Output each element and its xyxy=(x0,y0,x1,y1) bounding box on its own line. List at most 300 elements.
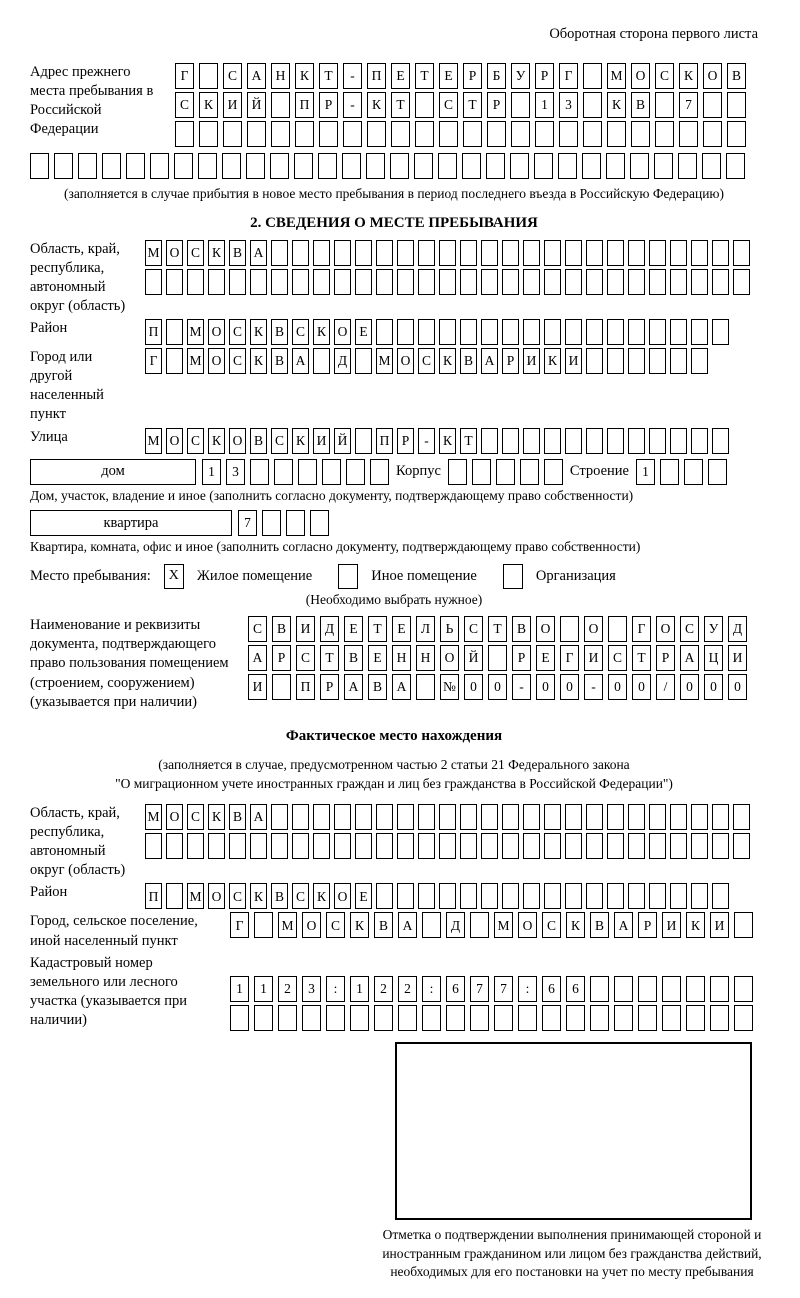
char-cell[interactable] xyxy=(670,269,687,295)
char-cell[interactable] xyxy=(366,153,385,179)
char-cell[interactable] xyxy=(376,240,393,266)
char-cell[interactable]: - xyxy=(512,674,531,700)
char-cell[interactable]: И xyxy=(523,348,540,374)
char-cell[interactable]: 0 xyxy=(464,674,483,700)
char-cell[interactable] xyxy=(520,459,539,485)
char-cell[interactable] xyxy=(416,674,435,700)
char-cell[interactable] xyxy=(313,240,330,266)
char-cell[interactable] xyxy=(318,153,337,179)
char-cell[interactable] xyxy=(733,833,750,859)
char-cell[interactable] xyxy=(544,459,563,485)
char-cell[interactable] xyxy=(670,833,687,859)
char-cell[interactable] xyxy=(494,1005,513,1031)
char-cell[interactable]: 6 xyxy=(566,976,585,1002)
char-cell[interactable]: Т xyxy=(415,63,434,89)
char-cell[interactable] xyxy=(222,153,241,179)
char-cell[interactable] xyxy=(649,833,666,859)
char-cell[interactable] xyxy=(703,121,722,147)
char-cell[interactable]: М xyxy=(187,883,204,909)
char-cell[interactable] xyxy=(294,153,313,179)
char-cell[interactable]: Р xyxy=(535,63,554,89)
char-cell[interactable] xyxy=(460,319,477,345)
char-cell[interactable] xyxy=(733,804,750,830)
char-cell[interactable]: Ь xyxy=(440,616,459,642)
char-cell[interactable] xyxy=(670,883,687,909)
char-cell[interactable] xyxy=(397,319,414,345)
char-cell[interactable] xyxy=(310,510,329,536)
char-cell[interactable]: Е xyxy=(355,883,372,909)
char-cell[interactable] xyxy=(502,804,519,830)
char-cell[interactable] xyxy=(223,121,242,147)
char-cell[interactable]: К xyxy=(439,428,456,454)
char-cell[interactable]: Р xyxy=(487,92,506,118)
char-cell[interactable]: Р xyxy=(512,645,531,671)
char-cell[interactable]: П xyxy=(376,428,393,454)
char-cell[interactable] xyxy=(298,459,317,485)
char-cell[interactable] xyxy=(472,459,491,485)
char-cell[interactable] xyxy=(102,153,121,179)
char-cell[interactable] xyxy=(229,269,246,295)
char-cell[interactable]: О xyxy=(166,428,183,454)
char-cell[interactable] xyxy=(374,1005,393,1031)
char-cell[interactable] xyxy=(662,1005,681,1031)
char-cell[interactable] xyxy=(518,1005,537,1031)
char-cell[interactable] xyxy=(292,269,309,295)
char-cell[interactable] xyxy=(313,348,330,374)
char-cell[interactable] xyxy=(250,833,267,859)
char-cell[interactable]: Т xyxy=(463,92,482,118)
inoye-checkbox[interactable] xyxy=(338,564,358,589)
char-cell[interactable] xyxy=(726,153,745,179)
char-cell[interactable] xyxy=(670,240,687,266)
char-cell[interactable] xyxy=(199,121,218,147)
char-cell[interactable]: К xyxy=(250,348,267,374)
char-cell[interactable]: Д xyxy=(320,616,339,642)
char-cell[interactable] xyxy=(630,153,649,179)
char-cell[interactable]: Б xyxy=(487,63,506,89)
char-cell[interactable] xyxy=(586,883,603,909)
char-cell[interactable]: С xyxy=(248,616,267,642)
char-cell[interactable] xyxy=(439,319,456,345)
char-cell[interactable]: А xyxy=(344,674,363,700)
char-cell[interactable] xyxy=(397,883,414,909)
char-cell[interactable] xyxy=(370,459,389,485)
char-cell[interactable]: Р xyxy=(319,92,338,118)
char-cell[interactable]: К xyxy=(250,319,267,345)
char-cell[interactable] xyxy=(502,883,519,909)
char-cell[interactable] xyxy=(702,153,721,179)
char-cell[interactable] xyxy=(376,319,393,345)
char-cell[interactable] xyxy=(271,121,290,147)
char-cell[interactable] xyxy=(586,804,603,830)
char-cell[interactable]: С xyxy=(271,428,288,454)
char-cell[interactable]: С xyxy=(187,240,204,266)
char-cell[interactable] xyxy=(418,804,435,830)
char-cell[interactable] xyxy=(628,833,645,859)
char-cell[interactable] xyxy=(208,269,225,295)
char-cell[interactable] xyxy=(670,804,687,830)
char-cell[interactable]: С xyxy=(223,63,242,89)
char-cell[interactable]: Т xyxy=(368,616,387,642)
char-cell[interactable] xyxy=(607,319,624,345)
char-cell[interactable]: С xyxy=(542,912,561,938)
char-cell[interactable] xyxy=(271,804,288,830)
char-cell[interactable] xyxy=(334,833,351,859)
char-cell[interactable]: В xyxy=(272,616,291,642)
char-cell[interactable]: К xyxy=(208,240,225,266)
char-cell[interactable] xyxy=(586,240,603,266)
char-cell[interactable]: И xyxy=(662,912,681,938)
char-cell[interactable] xyxy=(654,153,673,179)
char-cell[interactable]: В xyxy=(271,883,288,909)
char-cell[interactable]: В xyxy=(512,616,531,642)
char-cell[interactable]: 1 xyxy=(254,976,273,1002)
char-cell[interactable] xyxy=(460,240,477,266)
char-cell[interactable] xyxy=(166,883,183,909)
char-cell[interactable] xyxy=(586,319,603,345)
char-cell[interactable]: С xyxy=(326,912,345,938)
char-cell[interactable] xyxy=(247,121,266,147)
char-cell[interactable] xyxy=(607,883,624,909)
char-cell[interactable] xyxy=(511,92,530,118)
char-cell[interactable] xyxy=(608,616,627,642)
char-cell[interactable] xyxy=(166,833,183,859)
char-cell[interactable]: А xyxy=(247,63,266,89)
char-cell[interactable]: О xyxy=(334,883,351,909)
char-cell[interactable]: Й xyxy=(247,92,266,118)
char-cell[interactable] xyxy=(638,976,657,1002)
char-cell[interactable] xyxy=(397,240,414,266)
char-cell[interactable]: К xyxy=(199,92,218,118)
char-cell[interactable] xyxy=(583,121,602,147)
char-cell[interactable]: С xyxy=(229,348,246,374)
char-cell[interactable] xyxy=(376,883,393,909)
char-cell[interactable]: О xyxy=(440,645,459,671)
char-cell[interactable] xyxy=(712,240,729,266)
char-cell[interactable] xyxy=(415,121,434,147)
char-cell[interactable] xyxy=(481,428,498,454)
char-cell[interactable]: И xyxy=(223,92,242,118)
char-cell[interactable] xyxy=(54,153,73,179)
char-cell[interactable] xyxy=(523,240,540,266)
char-cell[interactable] xyxy=(662,976,681,1002)
char-cell[interactable]: С xyxy=(187,804,204,830)
char-cell[interactable] xyxy=(523,428,540,454)
char-cell[interactable] xyxy=(230,1005,249,1031)
char-cell[interactable] xyxy=(174,153,193,179)
char-cell[interactable] xyxy=(660,459,679,485)
char-cell[interactable]: И xyxy=(728,645,747,671)
char-cell[interactable] xyxy=(544,883,561,909)
char-cell[interactable] xyxy=(712,269,729,295)
char-cell[interactable] xyxy=(496,459,515,485)
char-cell[interactable] xyxy=(334,804,351,830)
char-cell[interactable] xyxy=(414,153,433,179)
char-cell[interactable] xyxy=(229,833,246,859)
char-cell[interactable]: 1 xyxy=(350,976,369,1002)
char-cell[interactable]: 7 xyxy=(470,976,489,1002)
char-cell[interactable]: О xyxy=(631,63,650,89)
char-cell[interactable] xyxy=(649,240,666,266)
char-cell[interactable] xyxy=(542,1005,561,1031)
char-cell[interactable]: М xyxy=(607,63,626,89)
char-cell[interactable]: Л xyxy=(416,616,435,642)
char-cell[interactable] xyxy=(691,319,708,345)
char-cell[interactable]: В xyxy=(368,674,387,700)
char-cell[interactable] xyxy=(502,428,519,454)
char-cell[interactable] xyxy=(534,153,553,179)
char-cell[interactable]: М xyxy=(278,912,297,938)
char-cell[interactable] xyxy=(187,833,204,859)
char-cell[interactable]: С xyxy=(229,319,246,345)
char-cell[interactable] xyxy=(481,833,498,859)
char-cell[interactable] xyxy=(439,833,456,859)
char-cell[interactable] xyxy=(565,804,582,830)
char-cell[interactable] xyxy=(649,269,666,295)
char-cell[interactable]: О xyxy=(334,319,351,345)
char-cell[interactable] xyxy=(523,883,540,909)
char-cell[interactable] xyxy=(397,833,414,859)
char-cell[interactable] xyxy=(460,804,477,830)
char-cell[interactable] xyxy=(481,319,498,345)
char-cell[interactable] xyxy=(292,804,309,830)
char-cell[interactable] xyxy=(544,269,561,295)
char-cell[interactable] xyxy=(254,912,273,938)
char-cell[interactable] xyxy=(166,319,183,345)
char-cell[interactable]: К xyxy=(607,92,626,118)
char-cell[interactable] xyxy=(418,833,435,859)
char-cell[interactable]: А xyxy=(614,912,633,938)
char-cell[interactable]: О xyxy=(166,804,183,830)
char-cell[interactable]: Д xyxy=(446,912,465,938)
char-cell[interactable]: Р xyxy=(272,645,291,671)
char-cell[interactable] xyxy=(319,121,338,147)
char-cell[interactable] xyxy=(502,269,519,295)
char-cell[interactable] xyxy=(313,269,330,295)
char-cell[interactable]: Н xyxy=(392,645,411,671)
char-cell[interactable] xyxy=(422,912,441,938)
char-cell[interactable] xyxy=(397,804,414,830)
char-cell[interactable]: Е xyxy=(439,63,458,89)
char-cell[interactable] xyxy=(590,976,609,1002)
char-cell[interactable]: О xyxy=(208,319,225,345)
char-cell[interactable] xyxy=(607,240,624,266)
char-cell[interactable] xyxy=(510,153,529,179)
char-cell[interactable] xyxy=(628,804,645,830)
char-cell[interactable]: К xyxy=(544,348,561,374)
char-cell[interactable]: Е xyxy=(355,319,372,345)
char-cell[interactable]: 1 xyxy=(230,976,249,1002)
char-cell[interactable] xyxy=(398,1005,417,1031)
char-cell[interactable]: Р xyxy=(502,348,519,374)
char-cell[interactable] xyxy=(733,269,750,295)
char-cell[interactable]: О xyxy=(229,428,246,454)
organizatsiya-checkbox[interactable] xyxy=(503,564,523,589)
char-cell[interactable] xyxy=(607,348,624,374)
char-cell[interactable]: 6 xyxy=(542,976,561,1002)
char-cell[interactable] xyxy=(418,883,435,909)
char-cell[interactable] xyxy=(422,1005,441,1031)
char-cell[interactable]: С xyxy=(187,428,204,454)
char-cell[interactable]: С xyxy=(229,883,246,909)
char-cell[interactable]: : xyxy=(518,976,537,1002)
char-cell[interactable] xyxy=(272,674,291,700)
char-cell[interactable] xyxy=(250,459,269,485)
char-cell[interactable]: К xyxy=(439,348,456,374)
char-cell[interactable] xyxy=(208,833,225,859)
char-cell[interactable] xyxy=(502,319,519,345)
char-cell[interactable]: : xyxy=(326,976,345,1002)
char-cell[interactable] xyxy=(295,121,314,147)
char-cell[interactable]: Г xyxy=(175,63,194,89)
char-cell[interactable]: И xyxy=(248,674,267,700)
char-cell[interactable]: М xyxy=(145,240,162,266)
char-cell[interactable] xyxy=(271,92,290,118)
char-cell[interactable]: 7 xyxy=(238,510,257,536)
char-cell[interactable]: 0 xyxy=(608,674,627,700)
char-cell[interactable]: 2 xyxy=(278,976,297,1002)
char-cell[interactable] xyxy=(628,319,645,345)
char-cell[interactable] xyxy=(628,269,645,295)
char-cell[interactable]: - xyxy=(343,63,362,89)
char-cell[interactable] xyxy=(631,121,650,147)
char-cell[interactable]: О xyxy=(536,616,555,642)
char-cell[interactable]: 3 xyxy=(559,92,578,118)
char-cell[interactable] xyxy=(343,121,362,147)
char-cell[interactable] xyxy=(691,833,708,859)
char-cell[interactable] xyxy=(614,976,633,1002)
char-cell[interactable]: П xyxy=(145,883,162,909)
char-cell[interactable]: М xyxy=(145,428,162,454)
char-cell[interactable] xyxy=(727,121,746,147)
char-cell[interactable] xyxy=(367,121,386,147)
char-cell[interactable] xyxy=(734,1005,753,1031)
char-cell[interactable]: Ц xyxy=(704,645,723,671)
char-cell[interactable]: И xyxy=(565,348,582,374)
char-cell[interactable] xyxy=(175,121,194,147)
char-cell[interactable]: - xyxy=(343,92,362,118)
char-cell[interactable] xyxy=(535,121,554,147)
char-cell[interactable]: Г xyxy=(145,348,162,374)
char-cell[interactable] xyxy=(145,833,162,859)
char-cell[interactable]: С xyxy=(418,348,435,374)
char-cell[interactable]: С xyxy=(608,645,627,671)
char-cell[interactable] xyxy=(439,269,456,295)
char-cell[interactable] xyxy=(628,348,645,374)
char-cell[interactable] xyxy=(126,153,145,179)
char-cell[interactable] xyxy=(286,510,305,536)
char-cell[interactable] xyxy=(691,883,708,909)
char-cell[interactable]: Е xyxy=(392,616,411,642)
char-cell[interactable]: М xyxy=(145,804,162,830)
char-cell[interactable]: С xyxy=(296,645,315,671)
char-cell[interactable]: К xyxy=(295,63,314,89)
char-cell[interactable]: С xyxy=(655,63,674,89)
char-cell[interactable] xyxy=(655,92,674,118)
char-cell[interactable]: А xyxy=(250,804,267,830)
char-cell[interactable]: С xyxy=(292,319,309,345)
char-cell[interactable] xyxy=(250,269,267,295)
char-cell[interactable] xyxy=(586,428,603,454)
char-cell[interactable] xyxy=(565,833,582,859)
char-cell[interactable]: Т xyxy=(488,616,507,642)
char-cell[interactable] xyxy=(166,348,183,374)
char-cell[interactable] xyxy=(334,240,351,266)
char-cell[interactable]: - xyxy=(584,674,603,700)
char-cell[interactable] xyxy=(655,121,674,147)
char-cell[interactable] xyxy=(703,92,722,118)
char-cell[interactable] xyxy=(628,428,645,454)
char-cell[interactable] xyxy=(691,240,708,266)
char-cell[interactable]: У xyxy=(704,616,723,642)
char-cell[interactable] xyxy=(590,1005,609,1031)
char-cell[interactable] xyxy=(355,428,372,454)
char-cell[interactable] xyxy=(391,121,410,147)
char-cell[interactable]: С xyxy=(175,92,194,118)
char-cell[interactable] xyxy=(439,240,456,266)
char-cell[interactable] xyxy=(649,804,666,830)
char-cell[interactable]: Е xyxy=(368,645,387,671)
char-cell[interactable]: : xyxy=(422,976,441,1002)
char-cell[interactable]: П xyxy=(295,92,314,118)
char-cell[interactable]: 3 xyxy=(226,459,245,485)
char-cell[interactable] xyxy=(586,348,603,374)
char-cell[interactable]: 1 xyxy=(535,92,554,118)
char-cell[interactable] xyxy=(712,804,729,830)
char-cell[interactable] xyxy=(355,240,372,266)
char-cell[interactable] xyxy=(487,121,506,147)
char-cell[interactable]: 3 xyxy=(302,976,321,1002)
char-cell[interactable] xyxy=(262,510,281,536)
char-cell[interactable]: К xyxy=(566,912,585,938)
char-cell[interactable]: П xyxy=(367,63,386,89)
char-cell[interactable] xyxy=(390,153,409,179)
char-cell[interactable] xyxy=(565,269,582,295)
char-cell[interactable]: О xyxy=(584,616,603,642)
char-cell[interactable]: 0 xyxy=(704,674,723,700)
char-cell[interactable] xyxy=(397,269,414,295)
char-cell[interactable]: 0 xyxy=(560,674,579,700)
char-cell[interactable]: Т xyxy=(320,645,339,671)
char-cell[interactable]: Г xyxy=(230,912,249,938)
char-cell[interactable] xyxy=(313,804,330,830)
char-cell[interactable]: Р xyxy=(397,428,414,454)
char-cell[interactable] xyxy=(438,153,457,179)
char-cell[interactable] xyxy=(322,459,341,485)
char-cell[interactable] xyxy=(712,833,729,859)
char-cell[interactable]: В xyxy=(460,348,477,374)
char-cell[interactable] xyxy=(691,428,708,454)
char-cell[interactable] xyxy=(488,645,507,671)
char-cell[interactable]: Й xyxy=(334,428,351,454)
char-cell[interactable] xyxy=(511,121,530,147)
char-cell[interactable] xyxy=(460,833,477,859)
char-cell[interactable] xyxy=(712,319,729,345)
char-cell[interactable]: Д xyxy=(334,348,351,374)
char-cell[interactable] xyxy=(198,153,217,179)
char-cell[interactable]: 0 xyxy=(728,674,747,700)
char-cell[interactable] xyxy=(271,240,288,266)
char-cell[interactable] xyxy=(199,63,218,89)
char-cell[interactable]: А xyxy=(250,240,267,266)
char-cell[interactable]: К xyxy=(313,883,330,909)
char-cell[interactable]: О xyxy=(703,63,722,89)
char-cell[interactable]: К xyxy=(208,428,225,454)
char-cell[interactable] xyxy=(565,428,582,454)
char-cell[interactable]: А xyxy=(392,674,411,700)
char-cell[interactable]: О xyxy=(397,348,414,374)
char-cell[interactable] xyxy=(463,121,482,147)
